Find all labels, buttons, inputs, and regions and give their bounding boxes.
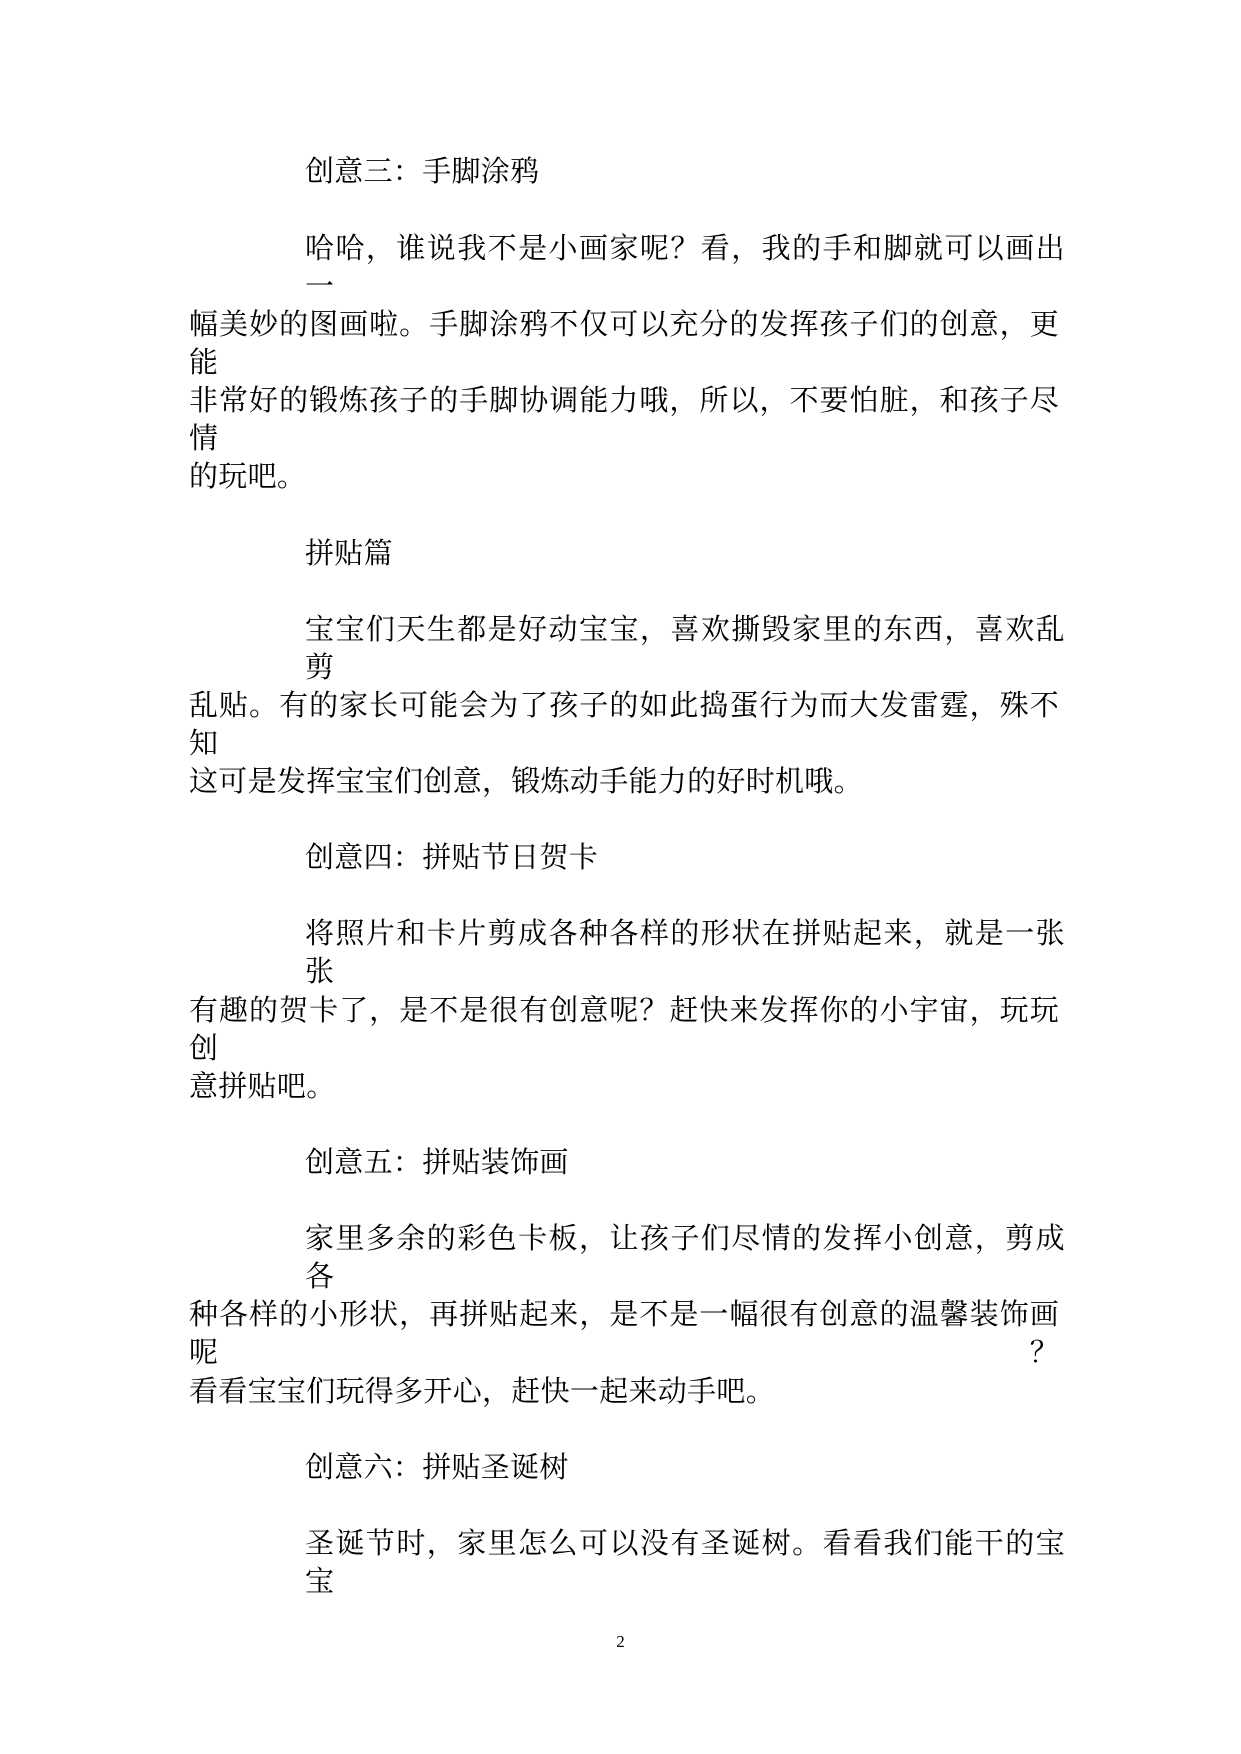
paragraph-line: 宝宝们天生都是好动宝宝，喜欢撕毁家里的东西，喜欢乱剪 (305, 612, 1065, 684)
heading-creative-four: 创意四：拼贴节日贺卡 (305, 840, 599, 874)
paragraph-line: 的玩吧。 (189, 459, 307, 493)
page-number: 2 (616, 1632, 625, 1651)
heading-creative-six: 创意六：拼贴圣诞树 (305, 1450, 569, 1484)
paragraph-line: 非常好的锻炼孩子的手脚协调能力哦，所以，不要怕脏，和孩子尽情 (189, 383, 1059, 455)
heading-creative-five: 创意五：拼贴装饰画 (305, 1145, 569, 1179)
paragraph-line: 圣诞节时，家里怎么可以没有圣诞树。看看我们能干的宝宝 (305, 1526, 1065, 1598)
paragraph-line: 有趣的贺卡了，是不是很有创意呢？赶快来发挥你的小宇宙，玩玩创 (189, 993, 1059, 1065)
paragraph-line: 乱贴。有的家长可能会为了孩子的如此捣蛋行为而大发雷霆，殊不知 (189, 688, 1059, 760)
paragraph-line: 看看宝宝们玩得多开心，赶快一起来动手吧。 (189, 1374, 776, 1408)
paragraph-line: 这可是发挥宝宝们创意，锻炼动手能力的好时机哦。 (189, 764, 863, 798)
paragraph-line: 哈哈，谁说我不是小画家呢？看，我的手和脚就可以画出一 (305, 231, 1065, 303)
paragraph-line: 将照片和卡片剪成各种各样的形状在拼贴起来，就是一张张 (305, 916, 1065, 988)
paragraph-line: 意拼贴吧。 (189, 1069, 336, 1103)
paragraph-line: 种各样的小形状，再拼贴起来，是不是一幅很有创意的温馨装饰画呢？ (189, 1297, 1059, 1369)
heading-creative-three: 创意三：手脚涂鸦 (305, 154, 540, 188)
section-heading-collage: 拼贴篇 (305, 536, 393, 570)
paragraph-line: 家里多余的彩色卡板，让孩子们尽情的发挥小创意，剪成各 (305, 1221, 1065, 1293)
paragraph-line: 幅美妙的图画啦。手脚涂鸦不仅可以充分的发挥孩子们的创意，更能 (189, 307, 1059, 379)
